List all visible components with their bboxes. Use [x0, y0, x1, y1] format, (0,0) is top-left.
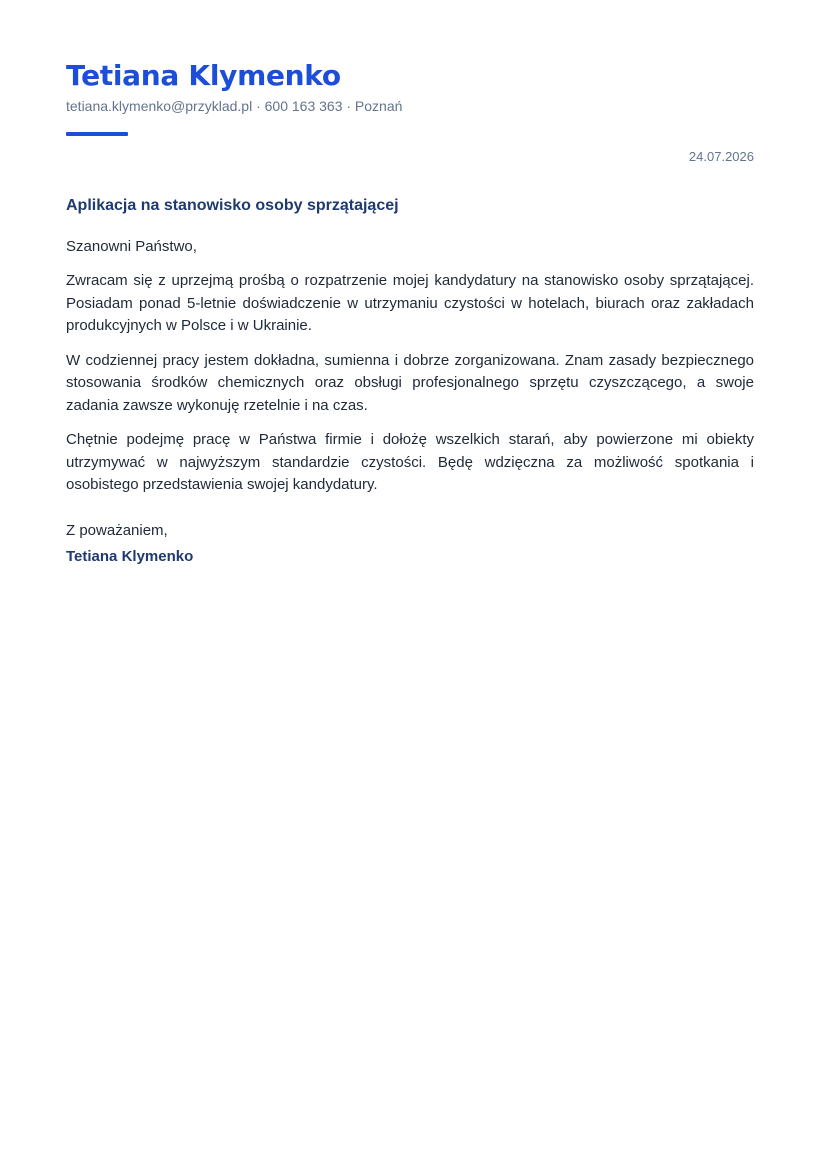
letter-greeting: Szanowni Państwo, [66, 238, 197, 255]
contact-line: tetiana.klymenko@przyklad.pl · 600 163 363 · Poznań [66, 98, 403, 114]
letter-header [66, 56, 754, 136]
cover-letter [66, 56, 754, 568]
letter-closing: Z poważaniem, [66, 521, 168, 539]
applicant-name: Tetiana Klymenko [66, 59, 341, 92]
letter-date: 24.07.2026 [688, 149, 754, 164]
body-paragraph-2: W codziennej pracy jestem dokładna, sumienna i dobrze zorganizowana. Znam zasady bezpiecznego stosowania środków chemicznych oraz obsługi profesjonalnego sprzętu czyszczącego, a swoje zadania zawsze wykonuję rzetelnie i na czas. [66, 351, 754, 414]
body-paragraph-1: Zwracam się z uprzejmą prośbą o rozpatrzenie mojej kandydatury na stanowisko osoby sprzątającej. Posiadam ponad 5-letnie doświadczenie w utrzymaniu czystości w hotelach, biurach oraz zakładach produkcyjnych w Polsce i w Ukrainie. [66, 272, 754, 334]
letter-signature: Tetiana Klymenko [66, 547, 194, 565]
body-paragraph-3: Chętnie podejmę pracę w Państwa firmie i dołożę wszelkich starań, aby powierzone mi obiekty utrzymywać w najwyższym standardzie czystości. Będę wdzięczna za możliwość spotkania i osobistego przedstawienia swojej kandydatury. [66, 431, 754, 493]
letter-body [66, 270, 754, 497]
letter-subject: Aplikacja na stanowisko osoby sprzątającej [66, 197, 399, 214]
accent-divider [66, 132, 128, 136]
